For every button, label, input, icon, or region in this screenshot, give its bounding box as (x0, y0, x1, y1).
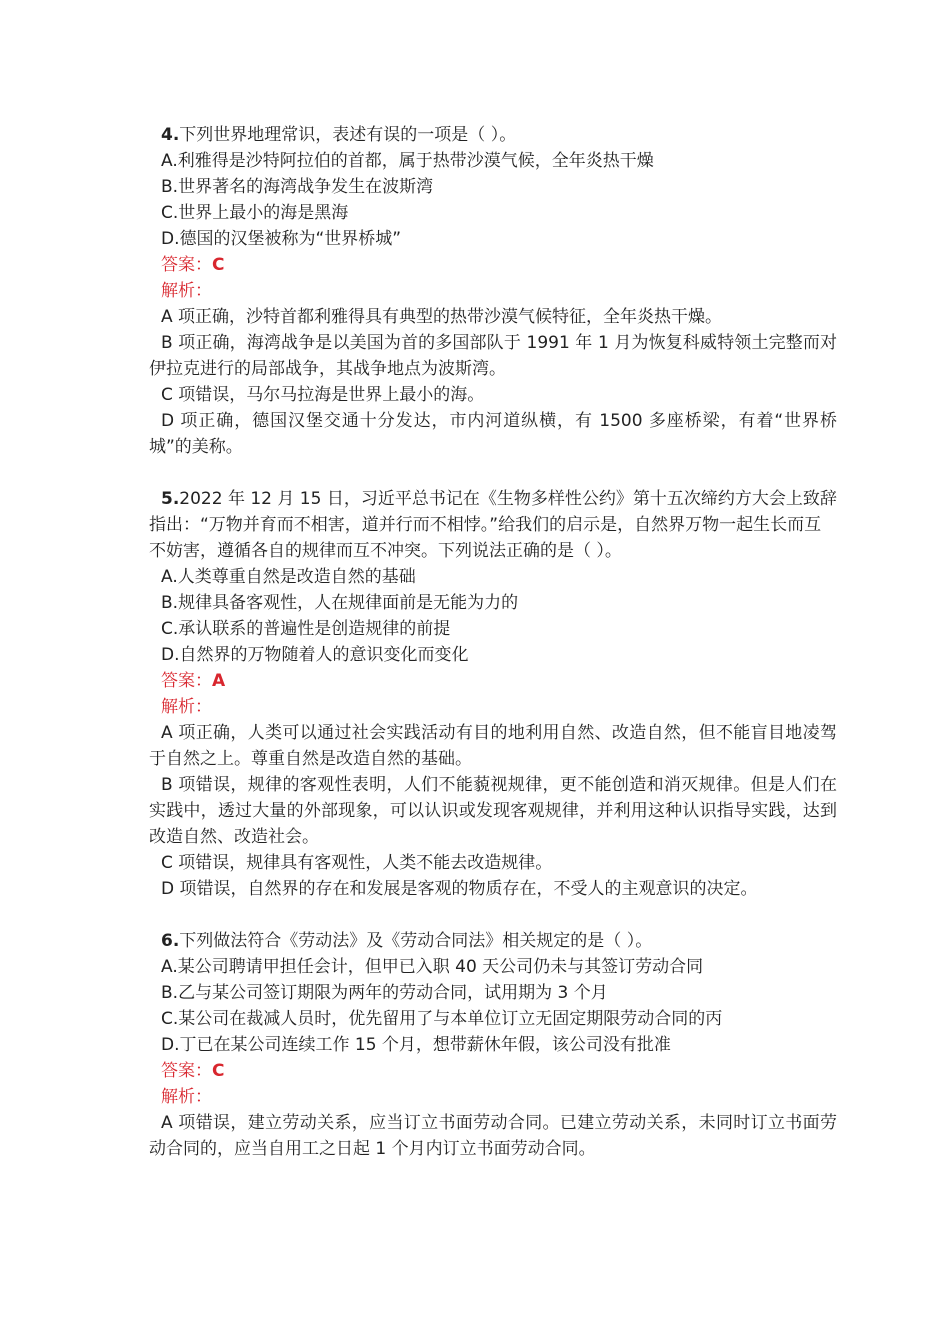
option-b: B.规律具备客观性，人在规律面前是无能为力的 (161, 593, 519, 613)
analysis-paragraph: B 项正确，海湾战争是以美国为首的多国部队于 1991 年 1 月为恢复科威特领土完整而对伊拉克进行的局部战争，其战争地点为波斯湾。 (149, 333, 837, 379)
option-a: A.人类尊重自然是改造自然的基础 (161, 567, 416, 587)
analysis-paragraph: B 项错误，规律的客观性表明，人们不能藐视规律，更不能创造和消灭规律。但是人们在实践中，透过大量的外部现象，可以认识或发现客观规律，并利用这种认识指导实践，达到改造自然、改造社会。 (149, 775, 837, 847)
option-c: C.世界上最小的海是黑海 (161, 203, 349, 223)
analysis-label: 解析： (161, 697, 212, 717)
analysis-paragraph: A 项正确，人类可以通过社会实践活动有目的地利用自然、改造自然，但不能盲目地凌驾于自然之上。尊重自然是改造自然的基础。 (149, 723, 837, 769)
question-number: 5. (161, 489, 180, 509)
option-b: B.世界著名的海湾战争发生在波斯湾 (161, 177, 434, 197)
analysis-label: 解析： (161, 281, 212, 301)
question-number: 4. (161, 125, 180, 145)
question-4 (149, 122, 837, 460)
option-d: D.丁已在某公司连续工作 15 个月，想带薪休年假，该公司没有批准 (161, 1035, 671, 1055)
option-b: B.乙与某公司签订期限为两年的劳动合同，试用期为 3 个月 (161, 983, 608, 1003)
answer-label: 答案： (161, 255, 212, 275)
analysis-paragraph: C 项错误，马尔马拉海是世界上最小的海。 (161, 385, 485, 405)
analysis-label: 解析： (161, 1087, 212, 1107)
option-a: A.利雅得是沙特阿拉伯的首都，属于热带沙漠气候，全年炎热干燥 (161, 151, 654, 171)
question-stem (161, 122, 837, 148)
analysis-paragraph: A 项错误，建立劳动关系，应当订立书面劳动合同。已建立劳动关系，未同时订立书面劳动合同的，应当自用工之日起 1 个月内订立书面劳动合同。 (149, 1113, 837, 1159)
question-stem (149, 486, 837, 564)
question-stem (161, 928, 837, 954)
option-a: A.某公司聘请甲担任会计，但甲已入职 40 天公司仍未与其签订劳动合同 (161, 957, 704, 977)
question-5 (149, 486, 837, 902)
question-text: 下列做法符合《劳动法》及《劳动合同法》相关规定的是（ ）。 (179, 931, 653, 951)
analysis-paragraph: D 项正确，德国汉堡交通十分发达，市内河道纵横，有 1500 多座桥梁，有着“世界桥城”的美称。 (149, 411, 837, 457)
option-d: D.自然界的万物随着人的意识变化而变化 (161, 645, 469, 665)
analysis-paragraph: D 项错误，自然界的存在和发展是客观的物质存在，不受人的主观意识的决定。 (161, 879, 758, 899)
option-d: D.德国的汉堡被称为“世界桥城” (161, 229, 402, 249)
answer-line (161, 668, 837, 694)
answer-label: 答案： (161, 1061, 212, 1081)
answer-value: C (212, 255, 225, 275)
analysis-paragraph: A 项正确，沙特首都利雅得具有典型的热带沙漠气候特征，全年炎热干燥。 (161, 307, 723, 327)
option-c: C.某公司在裁减人员时，优先留用了与本单位订立无固定期限劳动合同的丙 (161, 1009, 723, 1029)
answer-value: A (212, 671, 226, 691)
option-c: C.承认联系的普遍性是创造规律的前提 (161, 619, 451, 639)
analysis-paragraph: C 项错误，规律具有客观性，人类不能去改造规律。 (161, 853, 553, 873)
question-text: 2022 年 12 月 15 日，习近平总书记在《生物多样性公约》第十五次缔约方大会上致辞指出：“万物并育而不相害，道并行而不相悖。”给我们的启示是，自然界万物一起生长而互不妨害，遵循各自的规律而互不冲突。下列说法正确的是（ ）。 (149, 489, 837, 561)
document-page (149, 122, 837, 1188)
answer-line (161, 1058, 837, 1084)
answer-label: 答案： (161, 671, 212, 691)
answer-value: C (212, 1061, 225, 1081)
question-number: 6. (161, 931, 180, 951)
question-text: 下列世界地理常识，表述有误的一项是（ ）。 (179, 125, 517, 145)
question-6 (149, 928, 837, 1162)
answer-line (161, 252, 837, 278)
